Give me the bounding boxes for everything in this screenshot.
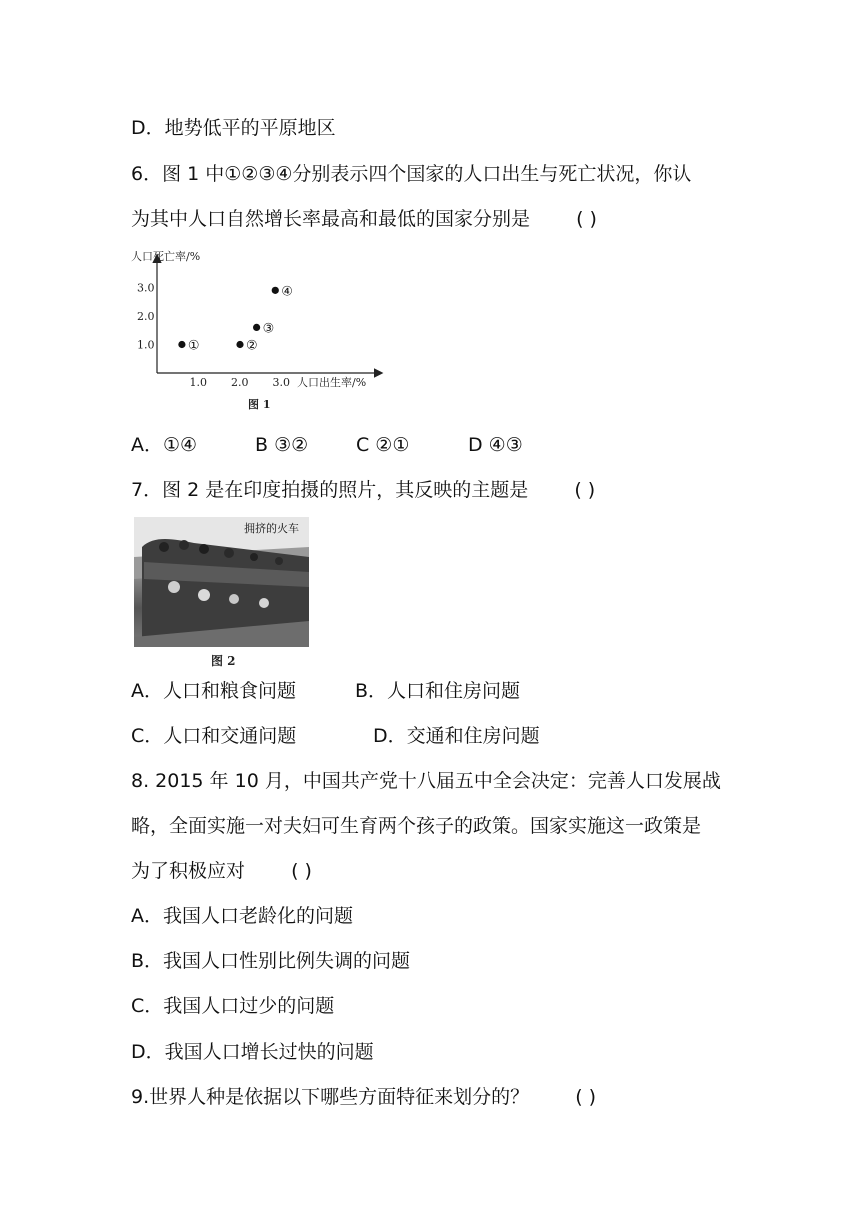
q6-option-b: B ③② (255, 434, 309, 456)
q7-option-b: B．人口和住房问题 (355, 680, 521, 702)
y-tick-label: 2.0 (137, 310, 155, 323)
q6-stem-line2 (131, 207, 597, 231)
q7-option-d: D．交通和住房问题 (373, 725, 540, 747)
q9-stem-text: 9.世界人种是依据以下哪些方面特征来划分的？ (131, 1086, 530, 1108)
x-tick-label: 2.0 (231, 376, 249, 389)
scatter-point-label: ② (246, 338, 258, 354)
q8-stem-text: 为了积极应对 (131, 860, 246, 882)
y-tick-label: 1.0 (137, 338, 155, 352)
q7-option-c: C．人口和交通问题 (131, 725, 297, 747)
q9-answer-blank: ( ) (575, 1086, 597, 1108)
scatter-point-label: ① (187, 338, 200, 354)
q7-stem-line1 (131, 478, 595, 502)
train-illustration (134, 517, 309, 647)
crowded-train-photo (134, 517, 309, 647)
x-tick-label: 1.0 (189, 376, 207, 389)
q6-stem-line1: 6．图 1 中①②③④分别表示四个国家的人口出生与死亡状况，你认 (131, 163, 692, 185)
q8-option-d: D．我国人口增长过快的问题 (131, 1041, 374, 1063)
q7-stem-text: 7．图 2 是在印度拍摄的照片，其反映的主题是 (131, 479, 529, 501)
q8-stem-line2: 略，全面实施一对夫妇可生育两个孩子的政策。国家实施这一政策是 (131, 815, 702, 837)
q5-option-d: D．地势低平的平原地区 (131, 117, 336, 139)
scatter-point-label: ③ (262, 321, 275, 337)
photo-label: 拥挤的火车 (244, 522, 299, 535)
q8-stem-line3 (131, 859, 312, 883)
q6-option-d: D ④③ (468, 434, 523, 456)
q9-stem-line1 (131, 1085, 596, 1109)
scatter-point (272, 287, 279, 294)
q6-stem-text: 为其中人口自然增长率最高和最低的国家分别是 (131, 208, 531, 230)
q6-answer-blank: ( ) (576, 208, 597, 230)
q8-option-a: A．我国人口老龄化的问题 (131, 905, 353, 927)
figure-1-caption: 图 1 (248, 398, 271, 411)
q6-option-c: C ②① (356, 434, 410, 456)
x-tick-label: 3.0 (272, 376, 290, 389)
scatter-point (253, 324, 260, 331)
figure-1-chart (131, 246, 393, 416)
q8-option-b: B．我国人口性别比例失调的问题 (131, 950, 411, 972)
scatter-point (178, 341, 185, 348)
y-tick-label: 3.0 (137, 281, 155, 295)
figure-2 (131, 515, 313, 671)
q6-option-a: A．①④ (131, 434, 198, 456)
scatter-point-label: ④ (281, 284, 293, 300)
q8-answer-blank: ( ) (291, 860, 312, 882)
y-axis-label: 人口死亡率/% (131, 250, 201, 263)
q8-option-c: C．我国人口过少的问题 (131, 995, 335, 1017)
figure-1 (131, 246, 393, 416)
scatter-point (236, 341, 243, 348)
q8-stem-line1: 8. 2015 年 10 月，中国共产党十八届五中全会决定：完善人口发展战 (131, 770, 721, 792)
q7-answer-blank: ( ) (574, 479, 596, 501)
q7-option-a: A．人口和粮食问题 (131, 680, 296, 702)
x-axis-label: 人口出生率/% (297, 376, 367, 389)
figure-2-caption: 图 2 (211, 654, 236, 668)
